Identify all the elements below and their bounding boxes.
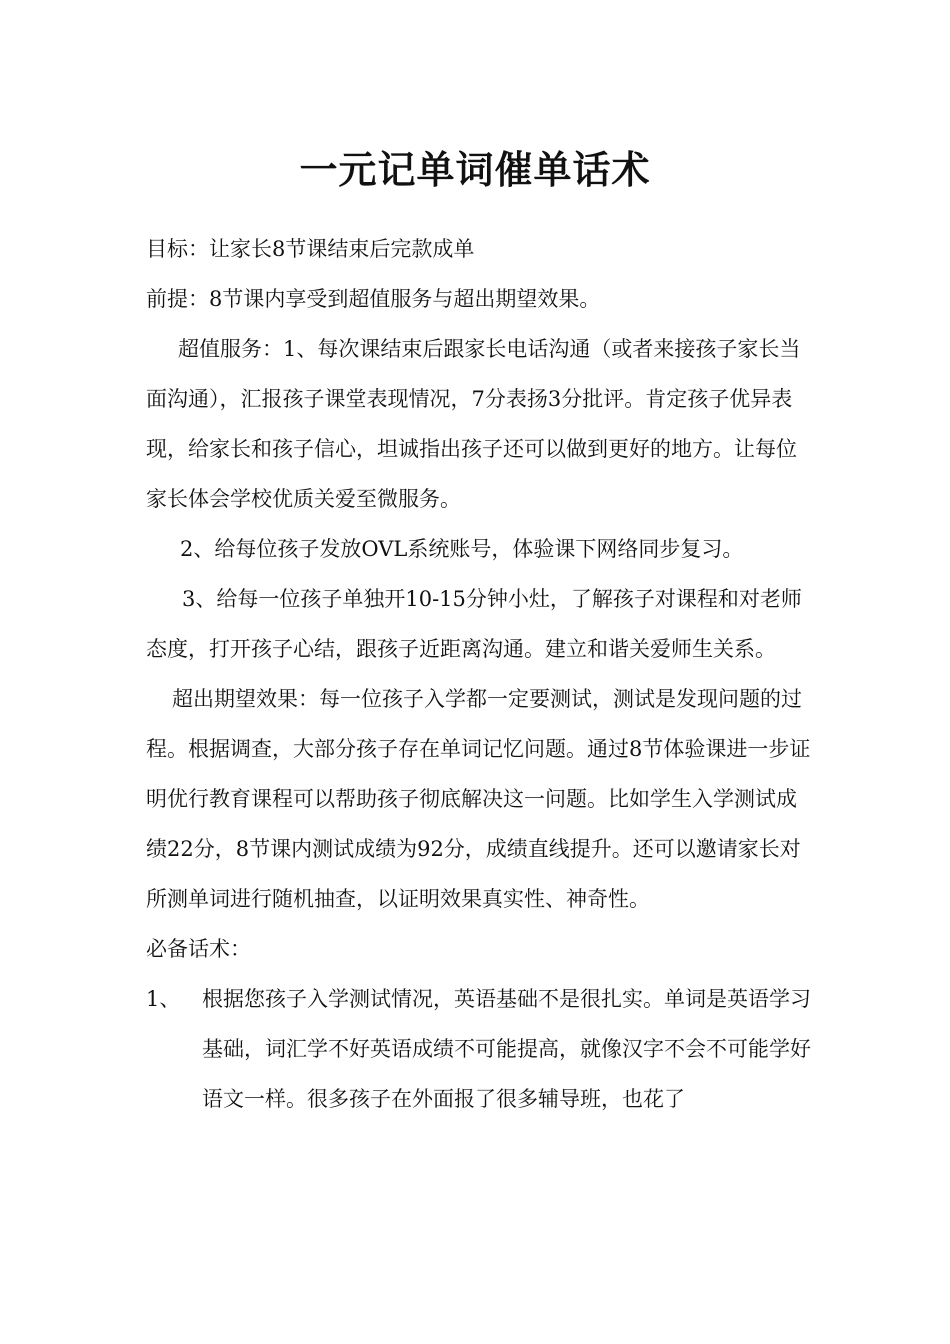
- document-body: [146, 224, 816, 1124]
- effect-paragraph: 超出期望效果：每一位孩子入学都一定要测试，测试是发现问题的过程。根据调查，大部分孩子存在单词记忆问题。通过8节体验课进一步证明优行教育课程可以帮助孩子彻底解决这一问题。比如学生入学测试成绩22分，8节课内测试成绩为92分，成绩直线提升。还可以邀请家长对所测单词进行随机抽查，以证明效果真实性、神奇性。: [146, 687, 811, 911]
- list-item-text: 根据您孩子入学测试情况，英语基础不是很扎实。单词是英语学习基础，词汇学不好英语成绩不可能提高，就像汉字不会不可能学好语文一样。很多孩子在外面报了很多辅导班，也花了: [202, 987, 811, 1111]
- list-item-number: 1、: [146, 987, 181, 1011]
- service-paragraph-2: 2、给每位孩子发放OVL系统账号，体验课下网络同步复习。: [180, 537, 744, 561]
- service-paragraph-3: 3、给每一位孩子单独开10-15分钟小灶，了解孩子对课程和对老师态度，打开孩子心结，跟孩子近距离沟通。建立和谐关爱师生关系。: [146, 587, 802, 661]
- premise-paragraph: 前提：8节课内享受到超值服务与超出期望效果。: [146, 287, 601, 311]
- goal-paragraph: 目标：让家长8节课结束后完款成单: [146, 237, 475, 261]
- service-paragraph-1: 超值服务：1、每次课结束后跟家长电话沟通（或者来接孩子家长当面沟通），汇报孩子课堂表现情况，7分表扬3分批评。肯定孩子优异表现，给家长和孩子信心，坦诚指出孩子还可以做到更好的地方。让每位家长体会学校优质关爱至微服务。: [146, 337, 801, 511]
- document-title: 一元记单词催单话术: [299, 147, 651, 192]
- scripts-heading: 必备话术：: [146, 937, 251, 961]
- list-item: [146, 974, 816, 1124]
